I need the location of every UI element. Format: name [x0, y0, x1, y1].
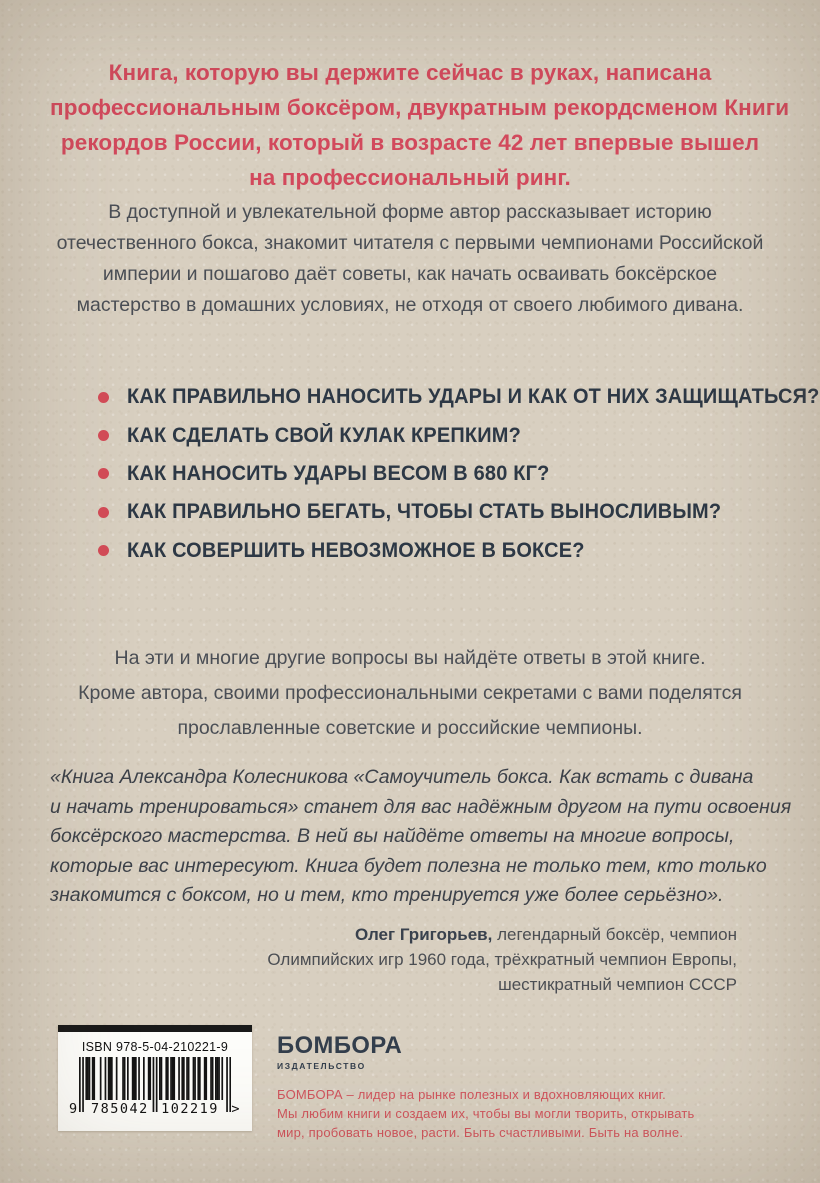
answers-line: прославленные советские и российские чемпионы.	[177, 717, 643, 739]
publisher-tagline	[277, 1085, 695, 1142]
tagline-line: мир, пробовать новое, расти. Быть счастливыми. Быть на волне.	[277, 1125, 684, 1140]
about-line: В доступной и увлекательной форме автор рассказывает историю	[108, 201, 712, 223]
barcode-box	[58, 1025, 252, 1131]
intro-line: рекордов России, который в возрасте 42 лет впервые вышел	[60, 130, 760, 155]
about-line: мастерство в домашних условиях, не отходя от своего любимого дивана.	[76, 294, 744, 316]
question-text: КАК ПРАВИЛЬНО НАНОСИТЬ УДАРЫ И КАК ОТ НИХ ЗАЩИЩАТЬСЯ?	[127, 385, 820, 409]
bullet-icon	[98, 545, 109, 556]
list-item	[98, 532, 820, 570]
isbn-label: ISBN 978-5-04-210221-9	[81, 1040, 229, 1054]
barcode-digit-group: >	[231, 1101, 241, 1117]
intro-text	[50, 55, 790, 195]
bullet-icon	[98, 430, 109, 441]
answers-paragraph	[40, 641, 780, 746]
bullet-icon	[98, 392, 109, 403]
quote-line: которые вас интересуют. Книга будет полезна не только тем, кто только	[50, 854, 767, 877]
barcode-top-bar	[58, 1025, 252, 1032]
tagline-line: Мы любим книги и создаем их, чтобы вы могли творить, открывать	[277, 1106, 695, 1121]
list-item	[98, 378, 820, 416]
intro-line: профессиональным боксёром, двукратным рекордсменом Книги	[50, 95, 790, 120]
about-line: отечественного бокса, знакомит читателя с первыми чемпионами Российской	[56, 232, 764, 254]
review-quote	[50, 763, 792, 911]
answers-line: На эти и многие другие вопросы вы найдёте ответы в этой книге.	[114, 647, 706, 669]
barcode-digits	[69, 1101, 241, 1117]
barcode-digit-group: 9	[69, 1101, 79, 1117]
attribution-line	[177, 922, 737, 947]
about-line: империи и пошагово даёт советы, как начать осваивать боксёрское	[102, 263, 718, 285]
question-text: КАК ПРАВИЛЬНО БЕГАТЬ, ЧТОБЫ СТАТЬ ВЫНОСЛИВЫМ?	[127, 500, 722, 524]
quote-line: «Книга Александра Колесникова «Самоучитель бокса. Как встать с дивана	[50, 766, 754, 788]
quote-line: и начать тренироваться» станет для вас надёжным другом на пути освоения	[50, 795, 792, 818]
answers-line: Кроме автора, своими профессиональными секретами с вами поделятся	[78, 682, 742, 704]
barcode	[69, 1057, 241, 1119]
attribution-line: шестикратный чемпион СССР	[498, 975, 737, 994]
publisher-logo: БОМБОРА	[277, 1032, 403, 1059]
tagline-line: БОМБОРА – лидер на рынке полезных и вдохновляющих книг.	[277, 1087, 666, 1102]
question-text: КАК СОВЕРШИТЬ НЕВОЗМОЖНОЕ В БОКСЕ?	[127, 538, 585, 562]
list-item	[98, 493, 820, 531]
questions-list	[98, 378, 820, 570]
quote-attribution	[177, 922, 737, 997]
list-item	[98, 416, 820, 454]
barcode-digit-group: 785042	[91, 1101, 149, 1117]
reviewer-name: Олег Григорьев,	[354, 925, 493, 944]
reviewer-title: легендарный боксёр, чемпион	[492, 925, 737, 944]
question-text: КАК НАНОСИТЬ УДАРЫ ВЕСОМ В 680 КГ?	[127, 461, 550, 485]
publisher-block	[277, 1033, 695, 1142]
about-paragraph	[40, 197, 780, 321]
barcode-digit-group: 102219	[161, 1101, 219, 1117]
quote-line: знакомится с боксом, но и тем, кто тренируется уже более серьёзно».	[50, 884, 724, 906]
intro-line: Книга, которую вы держите сейчас в руках, написана	[108, 60, 712, 85]
quote-line: боксёрского мастерства. В ней вы найдёте ответы на многие вопросы,	[50, 825, 735, 847]
publisher-subtitle: ИЗДАТЕЛЬСТВО	[277, 1061, 366, 1071]
bullet-icon	[98, 507, 109, 518]
attribution-line: Олимпийских игр 1960 года, трёхкратный чемпион Европы,	[267, 950, 737, 969]
bullet-icon	[98, 468, 109, 479]
question-text: КАК СДЕЛАТЬ СВОЙ КУЛАК КРЕПКИМ?	[127, 423, 521, 447]
list-item	[98, 455, 820, 493]
intro-line: на профессиональный ринг.	[249, 165, 571, 190]
